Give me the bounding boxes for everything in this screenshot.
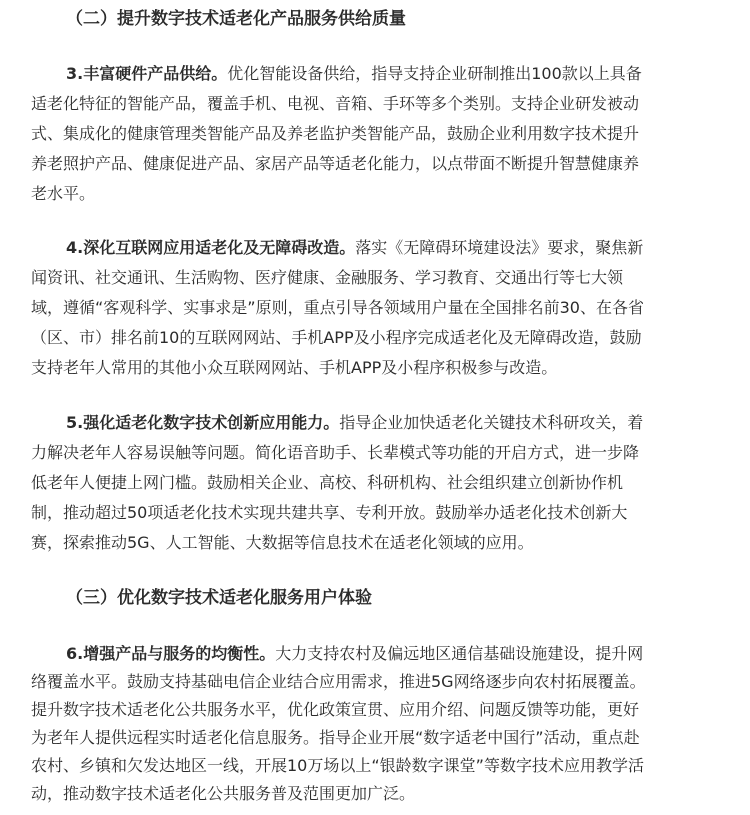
paragraph-line: 支持老年人常用的其他小众互联网网站、手机APP及小程序积极参与改造。 [31, 358, 558, 377]
paragraph-line: 络覆盖水平。鼓励支持基础电信企业结合应用需求，推进5G网络逐步向农村拓展覆盖。 [31, 672, 646, 691]
paragraph-lead: 4.深化互联网应用适老化及无障碍改造。 [66, 238, 356, 257]
paragraph-lead: 5.强化适老化数字技术创新应用能力。 [66, 413, 340, 432]
paragraph-line: 农村、乡镇和欠发达地区一线，开展10万场以上“银龄数字课堂”等数字技术应用教学活 [31, 756, 644, 775]
paragraph-line: 闻资讯、社交通讯、生活购物、医疗健康、金融服务、学习教育、交通出行等七大领 [31, 268, 624, 287]
paragraph-line: 6.增强产品与服务的均衡性。大力支持农村及偏远地区通信基础设施建设，提升网 [66, 644, 644, 663]
paragraph-line: 制，推动超过50项适老化技术实现共建共享、专利开放。鼓励举办适老化技术创新大 [31, 503, 628, 522]
paragraph-line: 低老年人便捷上网门槛。鼓励相关企业、高校、科研机构、社会组织建立创新协作机 [31, 473, 624, 492]
paragraph-lead: 3.丰富硬件产品供给。 [66, 64, 228, 83]
paragraph-line: 3.丰富硬件产品供给。优化智能设备供给，指导支持企业研制推出100款以上具备 [66, 64, 642, 83]
paragraph-lead: 6.增强产品与服务的均衡性。 [66, 644, 276, 663]
paragraph-line: 提升数字技术适老化公共服务水平，优化政策宣贯、应用介绍、问题反馈等功能，更好 [31, 700, 640, 719]
paragraph-line: （区、市）排名前10的互联网网站、手机APP及小程序完成适老化及无障碍改造，鼓励 [31, 328, 642, 347]
section-heading-text: （三）优化数字技术适老化服务用户体验 [66, 588, 372, 608]
paragraph-line: 力解决老年人容易误触等问题。简化语音助手、长辈模式等功能的开启方式，进一步降 [31, 443, 640, 462]
paragraph-line: 域，遵循“客观科学、实事求是”原则，重点引导各领域用户量在全国排名前30、在各省 [31, 298, 644, 317]
paragraph-line: 适老化特征的智能产品，覆盖手机、电视、音箱、手环等多个类别。支持企业研发被动 [31, 94, 640, 113]
paragraph-line: 4.深化互联网应用适老化及无障碍改造。落实《无障碍环境建设法》要求，聚焦新 [66, 238, 644, 257]
section-heading-text: （二）提升数字技术适老化产品服务供给质量 [66, 9, 406, 29]
paragraph-line: 为老年人提供远程实时适老化信息服务。指导企业开展“数字适老中国行”活动，重点赴 [31, 728, 640, 747]
paragraph-line: 5.强化适老化数字技术创新应用能力。指导企业加快适老化关键技术科研攻关，着 [66, 413, 644, 432]
paragraph-line: 老水平。 [31, 184, 96, 203]
paragraph-line: 式、集成化的健康管理类智能产品及养老监护类智能产品，鼓励企业利用数字技术提升 [31, 124, 640, 143]
paragraph-line: 赛，探索推动5G、人工智能、大数据等信息技术在适老化领域的应用。 [31, 533, 534, 552]
paragraph-line: 养老照护产品、健康促进产品、家居产品等适老化能力，以点带面不断提升智慧健康养 [31, 154, 640, 173]
paragraph-line: 动，推动数字技术适老化公共服务普及范围更加广泛。 [31, 784, 416, 803]
